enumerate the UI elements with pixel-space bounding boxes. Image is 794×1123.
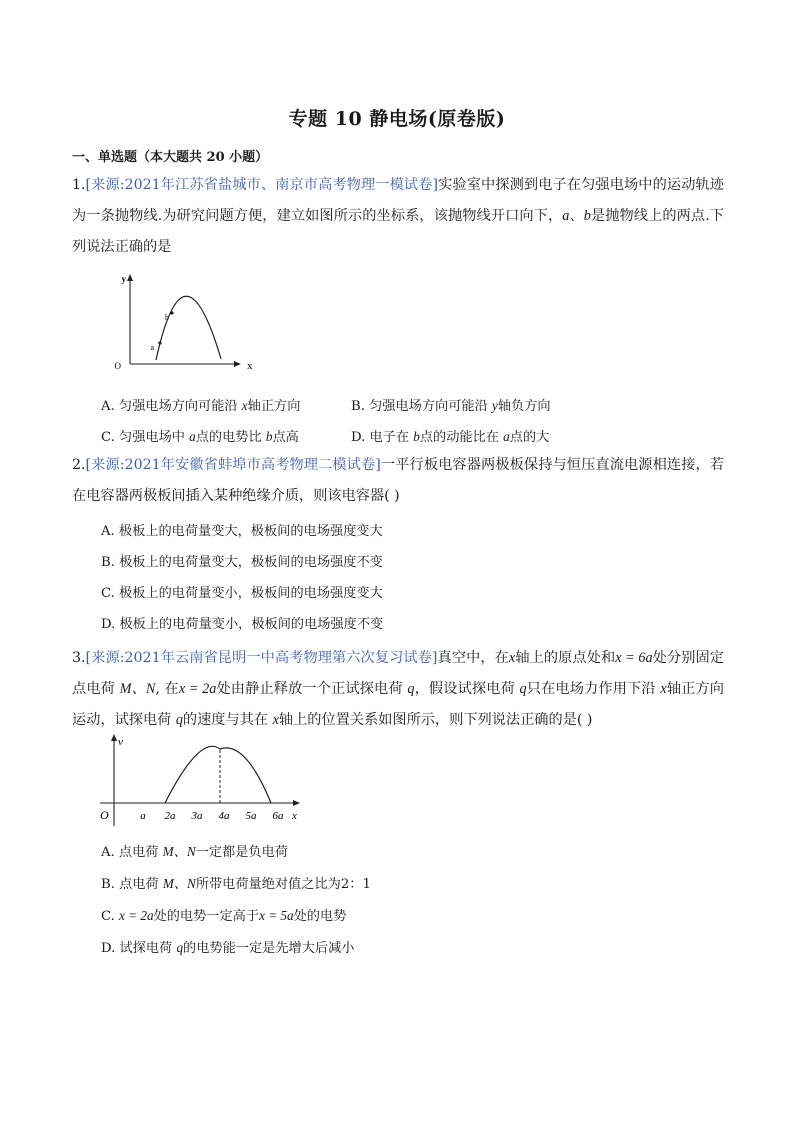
origin-label: O: [100, 808, 109, 822]
velocity-position-figure: [95, 730, 310, 830]
x-tick-label: a: [140, 810, 146, 822]
x-tick-label: 6a: [272, 810, 284, 822]
page-title: 专题 10 静电场(原卷版): [288, 108, 506, 130]
question-number: 1.: [72, 177, 86, 193]
question-number: 3.: [72, 650, 86, 666]
x-axis-label: x: [247, 360, 253, 372]
question-2: [72, 450, 724, 512]
y-axis-arrow: [127, 274, 133, 281]
point-a-marker: [158, 341, 161, 344]
q3-option-a[interactable]: A. 点电荷 M、N一定都是负电荷: [101, 844, 288, 860]
x-tick-label: 5a: [245, 810, 257, 822]
trajectory-figure: [108, 268, 258, 376]
q1-option-b[interactable]: B. 匀强电场方向可能沿 y轴负方向: [351, 398, 551, 414]
q1-option-d[interactable]: D. 电子在 b点的动能比在 a点的大: [351, 429, 550, 445]
x-tick-label: 3a: [191, 810, 203, 822]
question-number: 2.: [72, 457, 86, 473]
question-text: 是抛物线上的两点.下列说法正确的是: [72, 208, 724, 255]
q1-option-c[interactable]: C. 匀强电场中 a点的电势比 b点高: [101, 429, 299, 445]
q2-option-c[interactable]: C. 极板上的电荷量变小，极板间的电场强度变大: [101, 586, 383, 601]
x-tick-labels: [140, 810, 284, 822]
x-axis-label: x: [292, 810, 297, 822]
question-text: 一平行板电容器两极板保持与恒压直流电源相连接，若在电容器两极板间插入某种绝缘介质，则该电容器( ): [72, 457, 724, 504]
q2-option-b[interactable]: B. 极板上的电荷量变大，极板间的电场强度不变: [101, 555, 383, 570]
q3-option-c[interactable]: C. x = 2a处的电势一定高于x = 5a处的电势: [101, 908, 347, 924]
v-axis-label: v: [118, 736, 123, 748]
question-source: [来源:2021年云南省昆明一中高考物理第六次复习试卷]: [85, 650, 438, 666]
point-b-marker: [170, 311, 173, 314]
origin-label: O: [114, 361, 121, 371]
point-b-label: b: [165, 313, 169, 322]
q3-option-d[interactable]: D. 试探电荷 q的电势能一定是先增大后减小: [101, 940, 355, 956]
q2-option-d[interactable]: D. 极板上的电荷量变小，极板间的电场强度不变: [101, 617, 384, 632]
x-axis-arrow: [234, 361, 241, 367]
q3-option-b[interactable]: B. 点电荷 M、N所带电荷量绝对值之比为2：1: [101, 876, 371, 892]
section-heading: 一、单选题（本大题共 20 小题）: [72, 150, 269, 165]
parabola-curve: [156, 296, 221, 360]
y-axis-label: y: [121, 274, 126, 284]
x-axis-arrow: [293, 800, 300, 806]
v-axis-arrow: [111, 734, 117, 741]
x-tick-label: 4a: [218, 810, 230, 822]
question-source: [来源:2021年江苏省盐城市、南京市高考物理一模试卷]: [85, 177, 438, 193]
velocity-curve: [165, 746, 271, 803]
q2-option-a[interactable]: A. 极板上的电荷量变大，极板间的电场强度变大: [101, 524, 383, 539]
question-1: 1.[来源:2021年江苏省盐城市、南京市高考物理一模试卷]实验室中探测到电子在匀强电场中的运动轨迹为一条抛物线.为研究问题方便，建立如图所示的坐标系，该抛物线开口向下，a、b是抛物线上的两点.下列说法正确的是: [72, 177, 724, 255]
question-3: 3.[来源:2021年云南省昆明一中高考物理第六次复习试卷]真空中，在x轴上的原点处和x = 6a处分别固定点电荷 M、N, 在x = 2a处由静止释放一个正试探电荷 q，假设试探电荷 q只在电场力作用下沿 x轴正方向运动，试探电荷 q的速度与其在 x轴上的位置关系如图所示，则下列说法正确的是( ): [72, 650, 724, 728]
point-a-label: a: [150, 343, 154, 352]
question-text: 实验室中探测到电子在匀强电场中的运动轨迹为一条抛物线.为研究问题方便，建立如图所示的坐标系，该抛物线开口向下，: [72, 177, 724, 224]
question-source: [来源:2021年安徽省蚌埠市高考物理二模试卷]: [85, 457, 381, 473]
x-tick-label: 2a: [164, 810, 176, 822]
q1-option-a[interactable]: A. 匀强电场方向可能沿 x轴正方向: [101, 398, 301, 414]
